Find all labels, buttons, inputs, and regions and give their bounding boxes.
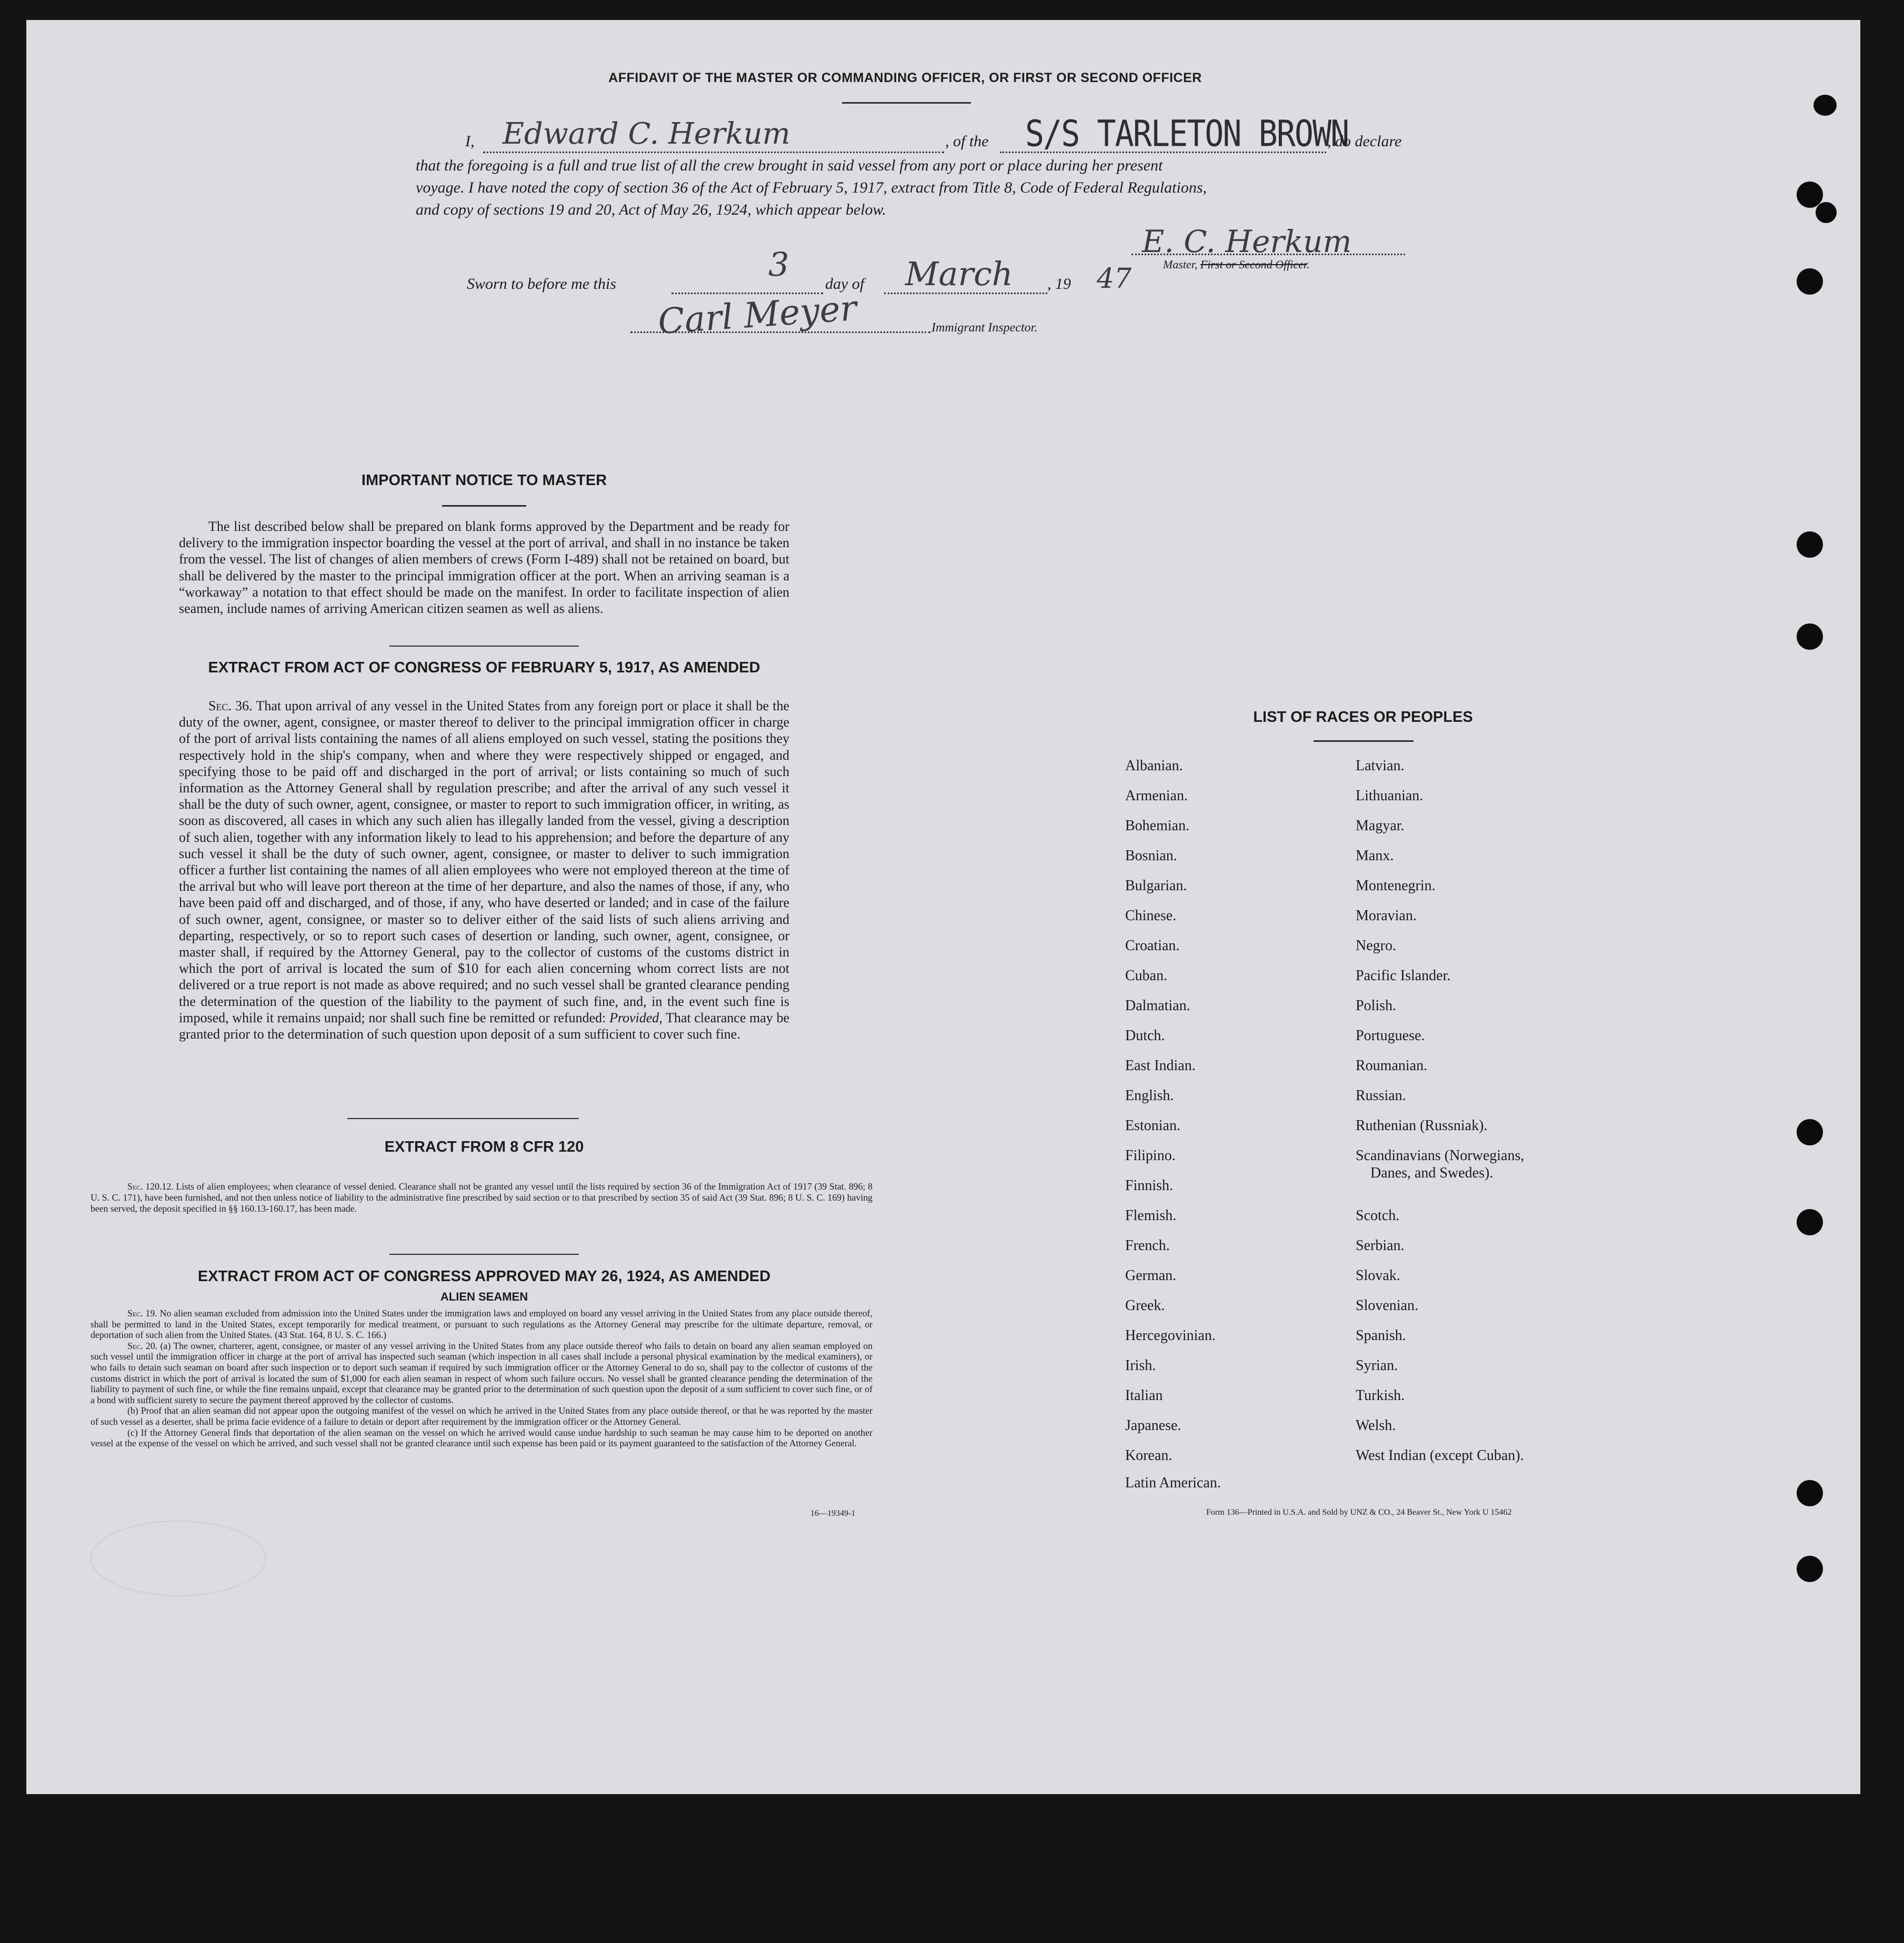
notice-text: The list described below shall be prepared on blank forms approved by the Department and be ready for delivery to the immigration inspector boarding the vessel at the port of arrival, and shall in no instance be taken from the vessel. The list of changes of alien members of crews (Form I-489) shall not be retained on board, but shall be delivered by the master to the principal immigration officer at the port. When an arriving seaman is a “workaway” a notation to that effect should be made on the manifest. In order to facilitate inspection of alien seamen, include names of arriving American citizen seamen as well as aliens. [179,519,789,617]
race-item: Slovenian. [1356,1297,1418,1314]
race-item: Serbian. [1356,1237,1405,1254]
punch-hole [1797,1480,1823,1506]
section-label: Sec. 120.12. [127,1181,174,1192]
section-20a-text: (a) The owner, charterer, agent, consignee, or master of any vessel arriving in the United States from any place outside thereof who fails to detain on board any alien seaman employed on such vessel until the immigration officer in charge at the port of arrival has inspected such seaman (which inspection in all cases shall include a personal physical examination by the medical examiners), or who fails to detain such seaman on board after such inspection or to deport such seaman if required by such immigration officer or the Attorney General to do so, shall pay to the collector of customs of the customs district in which the port of arrival is located the sum of $1,000 for each alien seaman in respect of whom such failure occurs. No vessel shall be granted clearance pending the determination of the liability to payment of such fine, or while the fine remains unpaid, except that clearance may be granted prior to the determination of such question upon the deposit of a sum sufficient to cover such fine, or of a bond with sufficient surety to secure the payment thereof approved by the collector of customs. [91,1340,873,1405]
struck-officer-label: First or Second Officer [1200,258,1307,271]
race-item: Polish. [1356,998,1397,1014]
race-item: Hercegovinian. [1125,1327,1216,1344]
proviso-label: Provided, [609,1010,663,1025]
race-item: Greek. [1125,1297,1165,1314]
race-item: Spanish. [1356,1327,1406,1344]
master-signature-line [1131,254,1405,255]
race-item: Italian [1125,1387,1163,1404]
declarant-prefix: I, [465,133,475,150]
extract-cfr-title: EXTRACT FROM 8 CFR 120 [384,1139,584,1155]
name-line [483,152,944,153]
vessel-name: S/S TARLETON BROWN [1025,113,1349,155]
race-item: Negro. [1356,938,1396,954]
day-value: 3 [768,245,789,284]
race-item: Estonian. [1125,1118,1180,1134]
race-item: Japanese. [1125,1417,1181,1434]
race-item: Albanian. [1125,758,1183,774]
race-item: Pacific Islander. [1356,968,1451,984]
proviso-text: That clearance may be granted prior to the determination of such question upon deposit of a sum sufficient to cover such fine. [179,1010,790,1042]
race-item: Bosnian. [1125,848,1177,864]
race-item: Dutch. [1125,1028,1165,1044]
race-item: Bulgarian. [1125,878,1187,894]
do-declare-label: , do declare [1327,133,1402,150]
affidavit-title: AFFIDAVIT OF THE MASTER OR COMMANDING OFFICER, OR FIRST OR SECOND OFFICER [608,71,1202,85]
race-item: Bohemian. [1125,818,1190,834]
race-item: Welsh. [1356,1417,1396,1434]
punch-hole [1797,531,1823,558]
master-label-end: . [1307,258,1310,271]
notice-title: IMPORTANT NOTICE TO MASTER [361,472,607,489]
race-item: French. [1125,1237,1170,1254]
year-value: 47 [1097,263,1132,295]
divider [389,1254,579,1255]
extract-1924-text [91,1308,873,1449]
race-item: German. [1125,1267,1177,1284]
month-value: March [905,255,1013,293]
races-title: LIST OF RACES OR PEOPLES [1253,709,1473,726]
form-code: 16—19349-1 [810,1509,856,1518]
section-36-text: That upon arrival of any vessel in the United States from any foreign port or place it shall be the duty of the owner, agent, consignee, or master thereof to deliver to the principal immigration officer in charge of the port of arrival lists containing the names of all aliens employed on such vessel, stating the positions they respectively hold in the ship's company, when and where they were respectively shipped or engaged, and specifying those to be paid off and discharged in the port of arrival; or lists containing so much of such information as the Attorney General shall by regulation prescribe; and after the arrival of any such vessel it shall be the duty of such owner, agent, consignee, or master to report to such immigration officer, in writing, as soon as discovered, all cases in which any such alien has illegally landed from the vessel, giving a description of such alien, together with any information likely to lead to his apprehension; and before the departure of any such vessel it shall be the duty of such owner, agent, consignee, or master to deliver to such immigration officer a further list containing the names of all alien employees who were not employed thereon at the time of the arrival but who will leave port thereon at the time of her departure, and also the names of those, if any, who have been paid off and discharged, and of those, if any, who have deserted or landed; and in case of the failure of such owner, agent, consignee, or master so to deliver either of the said lists of such aliens arriving and departing, respectively, or so to report such cases of desertion or landing, such owner, agent, consignee, or master shall, if required by the Attorney General, pay to the collector of customs of the customs district in which the port of arrival is located the sum of $10 for each alien concerning whom correct lists are not delivered or a true report is not made as above required; and no such vessel shall be granted clearance pending the determination of the question of the liability to the payment of such fine, and, in the event such fine is imposed, while it remains unpaid; nor shall such fine be remitted or refunded: [179,698,790,1025]
section-20c: (c) If the Attorney General finds that deportation of the alien seaman on the vessel on which he arrived would cause undue hardship to such seaman he may cause him to be deported on another vessel at the expense of the vessel on which he arrived, and such vessel shall not be granted clearance until such expense has been paid or its payment guaranteed to the satisfaction of the Attorney General. [91,1427,873,1449]
divider [347,1118,579,1119]
master-label: Master, [1163,258,1198,271]
form-footer: Form 136—Printed in U.S.A. and Sold by UNZ & CO., 24 Beaver St., New York U 15462 [1206,1508,1512,1517]
section-120-text: Lists of alien employees; when clearance of vessel denied. Clearance shall not be granted any vessel until the lists required by section 36 of the Immigration Act of 1917 (39 Stat. 896; 8 U. S. C. 171), have been furnished, and not then unless notice of liability to the administrative fine prescribed by said section or to that prescribed by section 35 of said Act (39 Stat. 896; 8 U. S. C. 169) having been served, the deposit specified in §§ 160.13-160.17, has been made. [91,1181,873,1214]
section-20a [91,1341,873,1406]
day-of-label: day of [825,275,865,293]
extract-1917-text [179,698,789,1042]
extract-1924-subtitle: ALIEN SEAMEN [440,1290,528,1303]
title-rule [842,102,971,104]
punch-hole [1797,1119,1823,1145]
extract-1924-title: EXTRACT FROM ACT OF CONGRESS APPROVED MAY 26, 1924, AS AMENDED [197,1268,771,1285]
race-item: Latin American. [1125,1475,1221,1491]
declaration-line-3: and copy of sections 19 and 20, Act of May 26, 1924, which appear below. [416,201,886,218]
punch-hole [1816,202,1837,223]
extract-cfr-text [91,1181,873,1214]
race-item: Chinese. [1125,908,1177,924]
race-item-continuation: Danes, and Swedes). [1370,1165,1494,1181]
race-item: Scotch. [1356,1207,1400,1224]
race-item: Magyar. [1356,818,1405,834]
race-item: Manx. [1356,848,1394,864]
section-19 [91,1308,873,1341]
of-the-label: , of the [945,133,989,150]
year-prefix: , 19 [1047,275,1071,293]
race-item: Portuguese. [1356,1028,1425,1044]
master-title [1163,258,1310,271]
race-item: Montenegrin. [1356,878,1436,894]
section-label: Sec. 36. [208,698,253,713]
race-item: Scandinavians (Norwegians, [1356,1147,1525,1164]
extract-1917-title: EXTRACT FROM ACT OF CONGRESS OF FEBRUARY 5, 1917, AS AMENDED [208,659,760,676]
races-title-rule [1314,740,1414,742]
race-item: East Indian. [1125,1058,1196,1074]
section-19-text: No alien seaman excluded from admission into the United States under the immigration laws and employed on board any vessel arriving in the United States from any place outside thereof, shall be permitted to land in the United States, except temporarily for medical treatment, or pursuant to such regulations as the Attorney General may prescribe for the ultimate departure, removal, or deportation of such alien from the United States. (43 Stat. 164, 8 U. S. C. 166.) [91,1308,873,1341]
race-item: Slovak. [1356,1267,1400,1284]
race-item: Lithuanian. [1356,788,1424,804]
punch-hole [1797,268,1823,295]
race-item: Dalmatian. [1125,998,1190,1014]
punch-hole [1797,623,1823,650]
section-label: Sec. 20. [127,1340,158,1351]
declaration-line-1: that the foregoing is a full and true list of all the crew brought in said vessel from any port or place during her present [416,157,1163,174]
race-item: Korean. [1125,1447,1173,1464]
race-item: Flemish. [1125,1207,1177,1224]
section-label: Sec. 19. [127,1308,157,1318]
punch-hole [1797,1209,1823,1235]
declarant-name: Edward C. Herkum [503,117,790,151]
race-item: Turkish. [1356,1387,1405,1404]
race-item: Finnish. [1125,1177,1174,1194]
race-item: Filipino. [1125,1147,1176,1164]
punch-hole [1813,95,1837,116]
race-item: Armenian. [1125,788,1188,804]
inspector-label: Immigrant Inspector. [931,321,1038,335]
race-item: Moravian. [1356,908,1417,924]
race-item: Syrian. [1356,1357,1398,1374]
inspector-signature: Carl Meyer [656,287,858,343]
race-item: Russian. [1356,1088,1406,1104]
seal-stamp [91,1521,266,1596]
race-item: English. [1125,1088,1174,1104]
declaration-line-2: voyage. I have noted the copy of section 36 of the Act of February 5, 1917, extract from Title 8, Code of Federal Regulations, [416,179,1207,196]
race-item: Irish. [1125,1357,1156,1374]
race-item: Cuban. [1125,968,1168,984]
master-signature: E. C. Herkum [1142,224,1352,259]
sworn-label: Sworn to before me this [467,275,616,293]
race-item: Roumanian. [1356,1058,1428,1074]
race-item: Croatian. [1125,938,1180,954]
race-item: West Indian (except Cuban). [1356,1447,1524,1464]
race-item: Latvian. [1356,758,1405,774]
section-20b: (b) Proof that an alien seaman did not appear upon the outgoing manifest of the vessel on which he arrived in the United States from any place outside thereof, or that he was reported by the master of such vessel as a deserter, shall be prima facie evidence of a failure to detain or deport after requirement by the immigration officer or the Attorney General. [91,1405,873,1427]
divider [389,646,579,647]
race-item: Ruthenian (Russniak). [1356,1118,1488,1134]
notice-title-rule [442,505,526,507]
punch-hole [1797,1556,1823,1582]
